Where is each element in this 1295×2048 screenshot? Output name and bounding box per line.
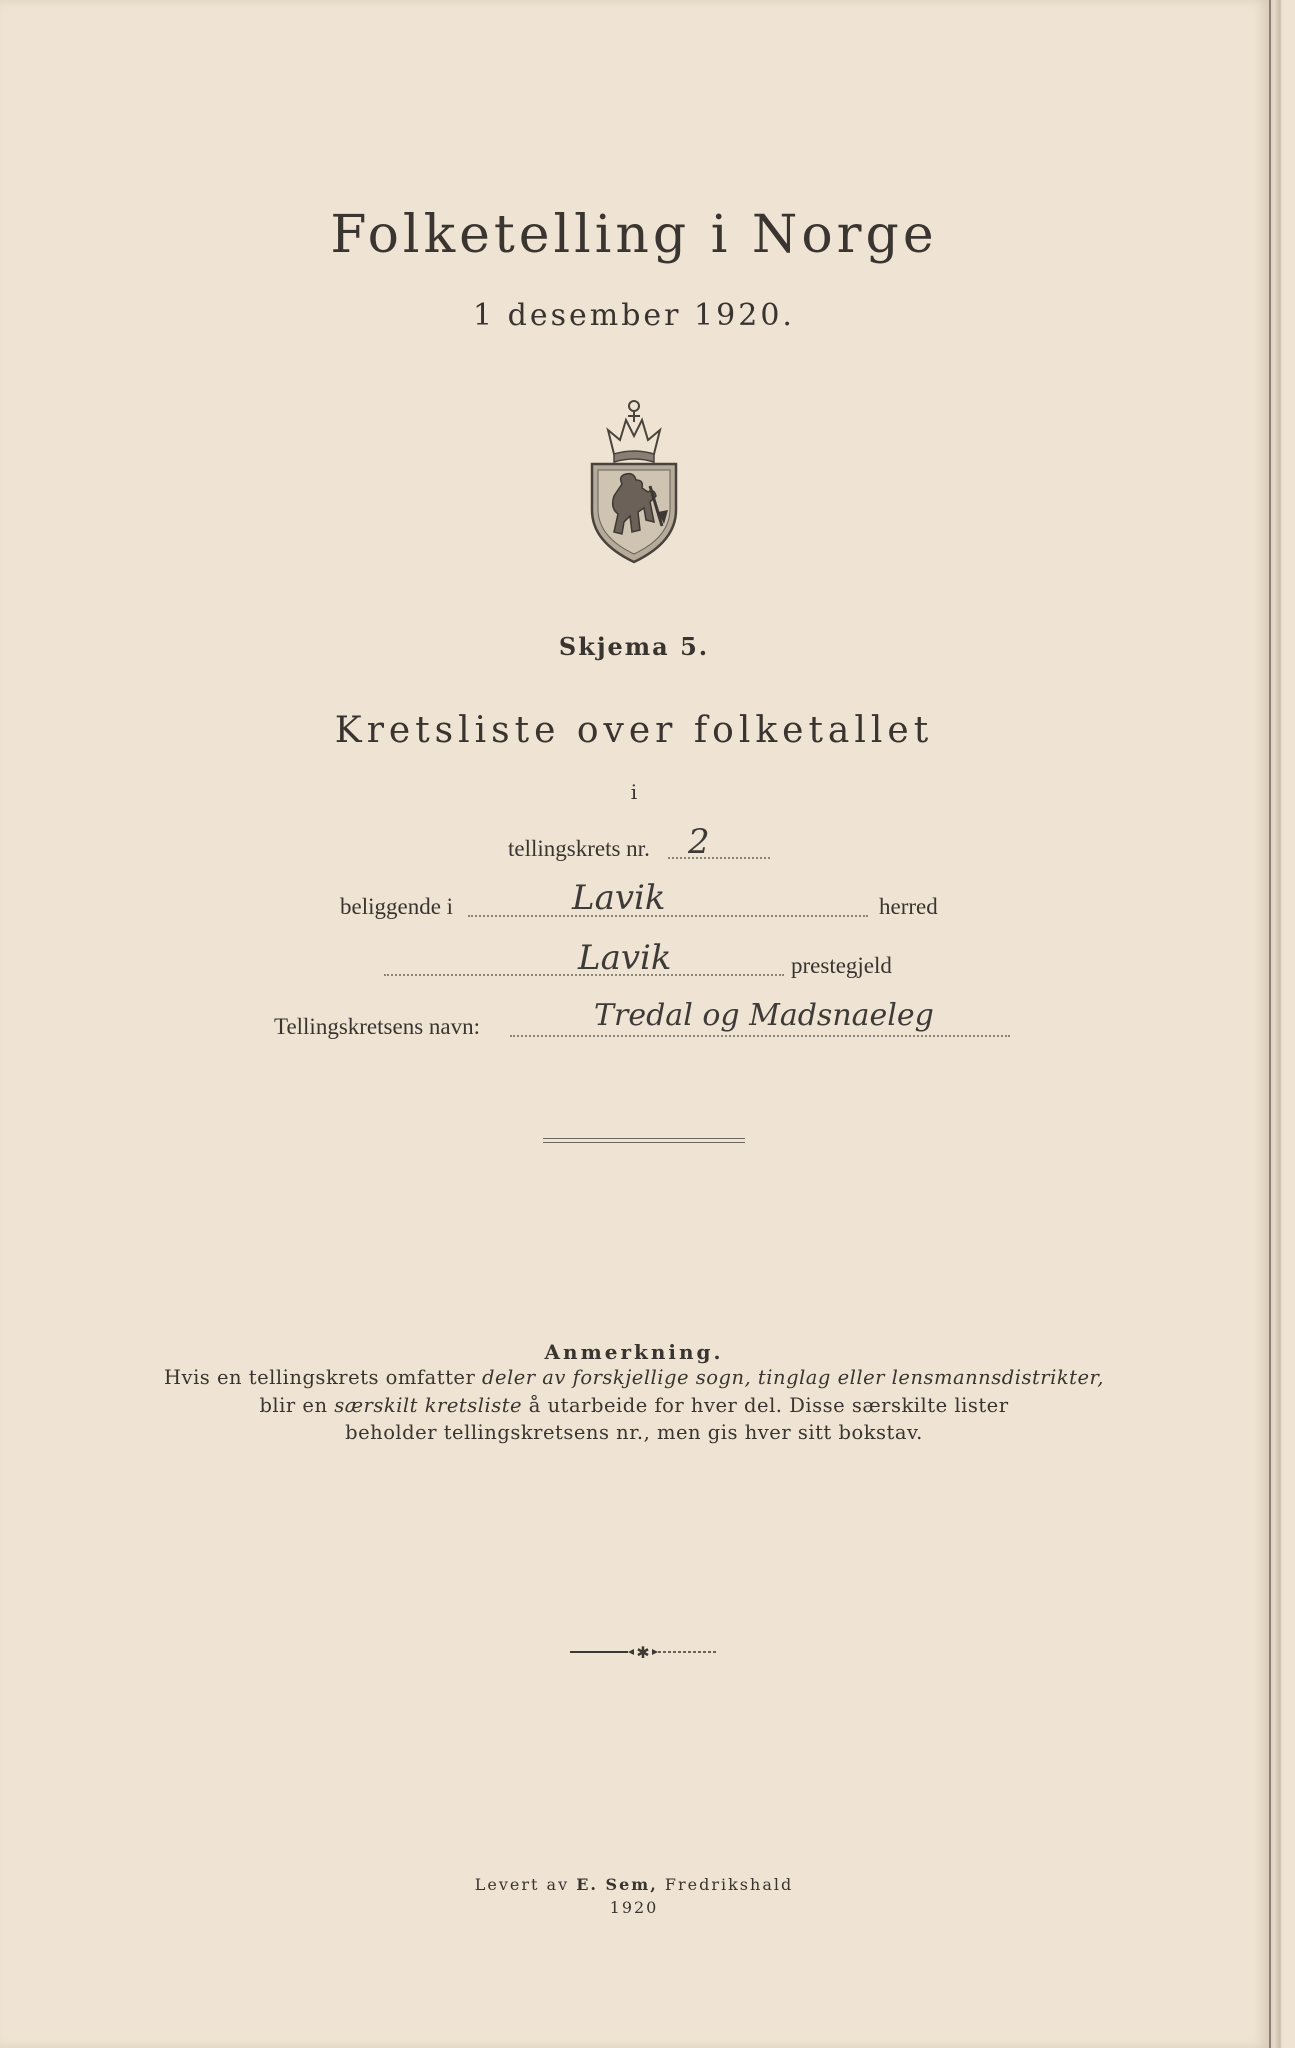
note-line-3: beholder tellingskretsens nr., men gis hver sitt bokstav. <box>345 1421 923 1444</box>
printer-name: E. Sem, <box>576 1875 658 1894</box>
page-edge-line <box>1269 0 1271 2048</box>
tellingskrets-label: tellingskrets nr. <box>508 836 650 861</box>
svg-text:✱: ✱ <box>636 1643 650 1662</box>
navn-value: Tredal og Madsnaeleg <box>594 998 934 1033</box>
form-heading: Kretsliste over folketallet <box>334 710 934 751</box>
note-line-2-text-b: å utarbeide for hver del. Disse særskilte lister <box>522 1394 1009 1417</box>
herred-label: herred <box>879 894 938 919</box>
navn-label: Tellingskretsens navn: <box>274 1014 480 1039</box>
printer-year: 1920 <box>609 1898 659 1917</box>
beliggende-line <box>468 915 868 917</box>
note-title: Anmerkning. <box>544 1340 724 1364</box>
note-line-2-text-a: blir en <box>259 1394 335 1417</box>
note-line-1-text: Hvis en tellingskrets omfatter <box>164 1366 482 1389</box>
page-edge <box>1268 0 1295 2048</box>
tellingskrets-value: 2 <box>688 822 710 862</box>
note-line-2 <box>0 1394 1268 1417</box>
printer-prefix: Levert av <box>474 1875 577 1894</box>
beliggende-value: Lavik <box>572 878 666 918</box>
prestegjeld-label: prestegjeld <box>791 953 892 978</box>
tellingskrets-line <box>668 857 770 859</box>
schema-label: Skjema 5. <box>558 632 710 661</box>
prestegjeld-value: Lavik <box>578 938 672 978</box>
note-line-1 <box>0 1366 1268 1389</box>
navn-line <box>510 1035 1010 1037</box>
page-title: Folketelling i Norge <box>330 205 938 265</box>
printer-credit <box>0 1875 1268 1894</box>
coat-of-arms-icon <box>584 392 684 568</box>
census-date: 1 desember 1920. <box>473 298 795 333</box>
separator-rule-bottom <box>543 1142 745 1143</box>
note-line-2-emphasis: særskilt kretsliste <box>334 1394 523 1417</box>
heading-preposition: i <box>630 780 638 804</box>
ornament-divider-icon <box>568 1642 718 1662</box>
printer-city: Fredrikshald <box>657 1875 794 1894</box>
beliggende-label: beliggende i <box>340 894 454 919</box>
separator-rule-top <box>543 1138 745 1139</box>
note-line-1-emphasis: deler av forskjellige sogn, tinglag eller lensmannsdistrikter, <box>481 1366 1104 1389</box>
